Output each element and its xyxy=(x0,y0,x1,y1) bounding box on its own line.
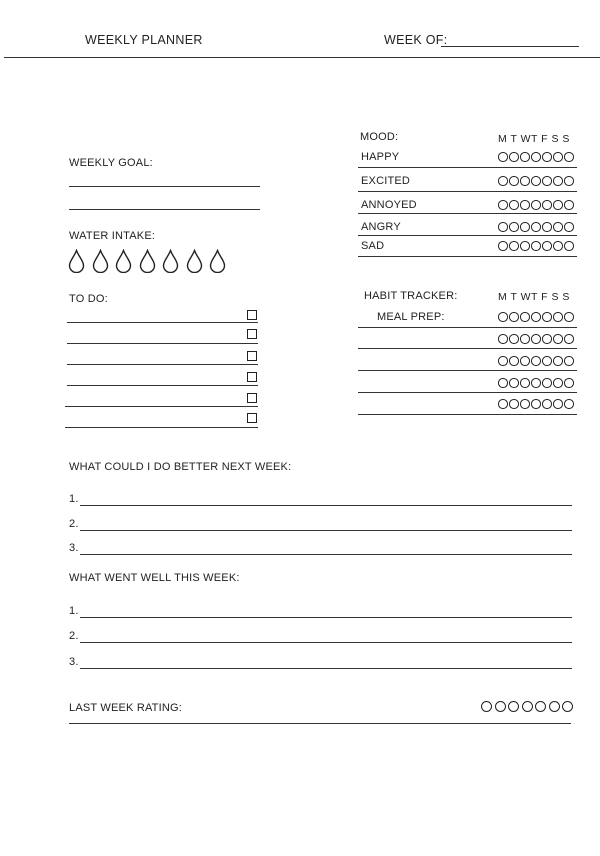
better-next-week-label: WHAT COULD I DO BETTER NEXT WEEK: xyxy=(69,461,292,473)
tracker-circle[interactable] xyxy=(553,334,563,344)
tracker-circle[interactable] xyxy=(553,399,563,409)
todo-line[interactable] xyxy=(67,343,258,344)
tracker-circle[interactable] xyxy=(498,399,508,409)
tracker-circle[interactable] xyxy=(531,200,541,210)
tracker-circle[interactable] xyxy=(564,312,574,322)
tracker-circle[interactable] xyxy=(509,152,519,162)
tracker-circle[interactable] xyxy=(509,222,519,232)
numbered-item: 2. xyxy=(69,518,79,530)
habit-tracker-label: HABIT TRACKER: xyxy=(364,290,458,302)
mood-circles xyxy=(498,241,574,251)
numbered-item: 2. xyxy=(69,630,79,642)
tracker-circle[interactable] xyxy=(553,241,563,251)
tracker-circle[interactable] xyxy=(542,334,552,344)
mood-item-label: ANNOYED xyxy=(361,199,417,211)
todo-line[interactable] xyxy=(67,322,258,323)
tracker-circle[interactable] xyxy=(542,312,552,322)
mood-circles xyxy=(498,152,574,162)
habit-circles xyxy=(498,334,574,344)
tracker-circle[interactable] xyxy=(520,200,530,210)
mood-item-label: EXCITED xyxy=(361,175,411,187)
tracker-circle[interactable] xyxy=(564,399,574,409)
mood-line xyxy=(358,256,577,257)
tracker-circle[interactable] xyxy=(564,241,574,251)
todo-checkbox[interactable] xyxy=(247,413,257,423)
mood-line xyxy=(358,235,577,236)
weekly-goal-line-2[interactable] xyxy=(69,209,260,210)
last-week-rating-label: LAST WEEK RATING: xyxy=(69,702,183,714)
tracker-circle[interactable] xyxy=(564,356,574,366)
habit-item-label: MEAL PREP: xyxy=(377,311,445,323)
tracker-circle[interactable] xyxy=(553,200,563,210)
tracker-circle[interactable] xyxy=(542,241,552,251)
tracker-circle[interactable] xyxy=(531,399,541,409)
tracker-circle[interactable] xyxy=(553,222,563,232)
water-drop-icon[interactable] xyxy=(115,249,132,273)
habit-circles xyxy=(498,356,574,366)
tracker-circle[interactable] xyxy=(553,378,563,388)
tracker-circle[interactable] xyxy=(498,241,508,251)
rating-circle[interactable] xyxy=(549,701,560,712)
rating-circles xyxy=(481,701,573,712)
tracker-circle[interactable] xyxy=(564,334,574,344)
water-intake-label: WATER INTAKE: xyxy=(69,230,156,242)
habit-line[interactable] xyxy=(358,327,577,328)
page-title: WEEKLY PLANNER xyxy=(85,33,203,47)
tracker-circle[interactable] xyxy=(509,378,519,388)
mood-item-label: SAD xyxy=(361,240,385,252)
tracker-circle[interactable] xyxy=(520,334,530,344)
habit-days-header: M T WT F S S xyxy=(498,291,570,303)
tracker-circle[interactable] xyxy=(564,152,574,162)
todo-line[interactable] xyxy=(67,385,258,386)
tracker-circle[interactable] xyxy=(531,312,541,322)
answer-line[interactable] xyxy=(80,554,572,555)
answer-line[interactable] xyxy=(80,530,572,531)
mood-circles xyxy=(498,176,574,186)
mood-line xyxy=(358,213,577,214)
tracker-circle[interactable] xyxy=(542,356,552,366)
tracker-circle[interactable] xyxy=(531,378,541,388)
rating-line xyxy=(69,723,571,724)
header-divider xyxy=(4,57,600,58)
numbered-item: 3. xyxy=(69,656,79,668)
mood-line xyxy=(358,191,577,192)
numbered-item: 1. xyxy=(69,493,79,505)
tracker-circle[interactable] xyxy=(542,176,552,186)
rating-circle[interactable] xyxy=(508,701,519,712)
water-drop-icon[interactable] xyxy=(162,249,179,273)
water-drop-icon[interactable] xyxy=(186,249,203,273)
mood-item-label: ANGRY xyxy=(361,221,401,233)
tracker-circle[interactable] xyxy=(520,241,530,251)
todo-line[interactable] xyxy=(65,427,258,428)
tracker-circle[interactable] xyxy=(542,152,552,162)
tracker-circle[interactable] xyxy=(542,200,552,210)
tracker-circle[interactable] xyxy=(531,152,541,162)
tracker-circle[interactable] xyxy=(553,176,563,186)
tracker-circle[interactable] xyxy=(509,200,519,210)
rating-circle[interactable] xyxy=(535,701,546,712)
habit-circles xyxy=(498,378,574,388)
answer-line[interactable] xyxy=(80,617,572,618)
rating-circle[interactable] xyxy=(481,701,492,712)
tracker-circle[interactable] xyxy=(531,334,541,344)
mood-circles xyxy=(498,200,574,210)
habit-line[interactable] xyxy=(358,392,577,393)
tracker-circle[interactable] xyxy=(542,222,552,232)
tracker-circle[interactable] xyxy=(531,176,541,186)
todo-checkbox[interactable] xyxy=(247,393,257,403)
week-of-label: WEEK OF: xyxy=(384,33,448,47)
tracker-circle[interactable] xyxy=(564,378,574,388)
tracker-circle[interactable] xyxy=(509,312,519,322)
tracker-circle[interactable] xyxy=(553,152,563,162)
tracker-circle[interactable] xyxy=(520,152,530,162)
mood-line xyxy=(358,167,577,168)
todo-line[interactable] xyxy=(67,364,258,365)
tracker-circle[interactable] xyxy=(542,378,552,388)
weekly-goal-line-1[interactable] xyxy=(69,186,260,187)
habit-line[interactable] xyxy=(358,348,577,349)
habit-line[interactable] xyxy=(358,370,577,371)
weekly-goal-label: WEEKLY GOAL: xyxy=(69,157,153,169)
tracker-circle[interactable] xyxy=(520,312,530,322)
todo-label: TO DO: xyxy=(69,293,108,305)
tracker-circle[interactable] xyxy=(520,176,530,186)
rating-circle[interactable] xyxy=(495,701,506,712)
water-drop-icon[interactable] xyxy=(92,249,109,273)
week-of-field[interactable] xyxy=(441,46,579,47)
tracker-circle[interactable] xyxy=(498,200,508,210)
mood-circles xyxy=(498,222,574,232)
tracker-circle[interactable] xyxy=(553,356,563,366)
tracker-circle[interactable] xyxy=(520,399,530,409)
tracker-circle[interactable] xyxy=(564,200,574,210)
water-drop-icon[interactable] xyxy=(68,249,85,273)
tracker-circle[interactable] xyxy=(520,356,530,366)
tracker-circle[interactable] xyxy=(498,312,508,322)
rating-circle[interactable] xyxy=(562,701,573,712)
tracker-circle[interactable] xyxy=(509,356,519,366)
habit-circles xyxy=(498,312,574,322)
todo-checkbox[interactable] xyxy=(247,329,257,339)
mood-label: MOOD: xyxy=(360,131,399,143)
went-well-label: WHAT WENT WELL THIS WEEK: xyxy=(69,572,240,584)
tracker-circle[interactable] xyxy=(498,334,508,344)
tracker-circle[interactable] xyxy=(531,241,541,251)
tracker-circle[interactable] xyxy=(509,334,519,344)
todo-checkbox[interactable] xyxy=(247,310,257,320)
water-drop-icon[interactable] xyxy=(139,249,156,273)
tracker-circle[interactable] xyxy=(564,176,574,186)
mood-item-label: HAPPY xyxy=(361,151,400,163)
numbered-item: 1. xyxy=(69,605,79,617)
tracker-circle[interactable] xyxy=(509,399,519,409)
tracker-circle[interactable] xyxy=(498,222,508,232)
answer-line[interactable] xyxy=(80,505,572,506)
todo-line[interactable] xyxy=(65,406,258,407)
habit-circles xyxy=(498,399,574,409)
habit-line[interactable] xyxy=(358,414,577,415)
rating-circle[interactable] xyxy=(522,701,533,712)
tracker-circle[interactable] xyxy=(531,356,541,366)
tracker-circle[interactable] xyxy=(520,378,530,388)
tracker-circle[interactable] xyxy=(564,222,574,232)
mood-days-header: M T WT F S S xyxy=(498,133,570,145)
tracker-circle[interactable] xyxy=(509,241,519,251)
tracker-circle[interactable] xyxy=(509,176,519,186)
todo-checkbox[interactable] xyxy=(247,351,257,361)
todo-checkbox[interactable] xyxy=(247,372,257,382)
tracker-circle[interactable] xyxy=(531,222,541,232)
water-drop-icon[interactable] xyxy=(209,249,226,273)
answer-line[interactable] xyxy=(80,642,572,643)
tracker-circle[interactable] xyxy=(498,152,508,162)
tracker-circle[interactable] xyxy=(542,399,552,409)
tracker-circle[interactable] xyxy=(498,176,508,186)
answer-line[interactable] xyxy=(80,668,572,669)
tracker-circle[interactable] xyxy=(498,378,508,388)
tracker-circle[interactable] xyxy=(553,312,563,322)
tracker-circle[interactable] xyxy=(498,356,508,366)
numbered-item: 3. xyxy=(69,542,79,554)
tracker-circle[interactable] xyxy=(520,222,530,232)
